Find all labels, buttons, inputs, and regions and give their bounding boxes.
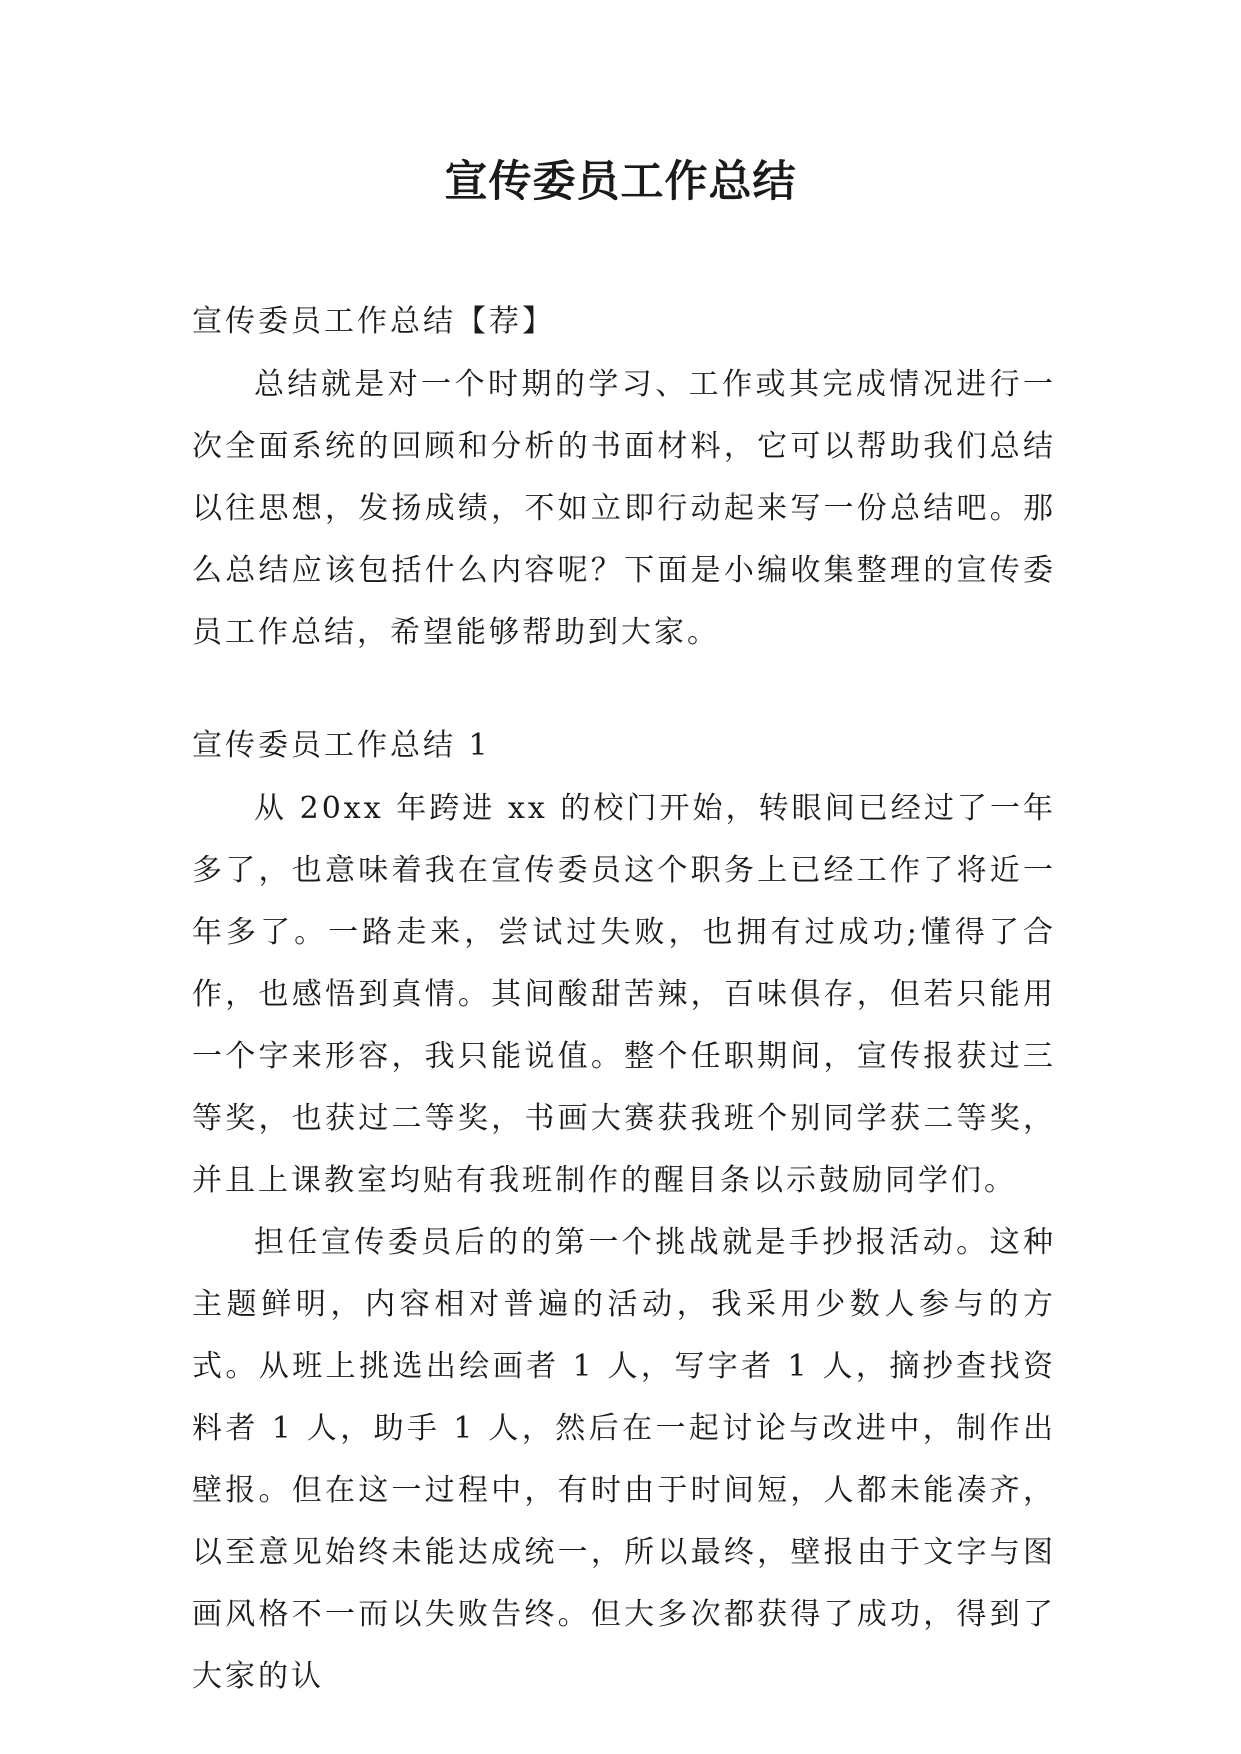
intro-heading: 宣传委员工作总结【荐】 [192,304,555,339]
section1-heading: 宣传委员工作总结 1 [192,728,491,763]
document-body [192,290,1056,1708]
document-title: 宣传委员工作总结 [444,157,797,207]
section-spacer [192,664,1056,714]
section1-paragraph-1: 从 20xx 年跨进 xx 的校门开始，转眼间已经过了一年多了，也意味着我在宣传委员这个职务上已经工作了将近一年多了。一路走来，尝试过失败，也拥有过成功;懂得了合作，也感悟到真情。其间酸甜苦辣，百味俱存，但若只能用一个字来形容，我只能说值。整个任职期间，宣传报获过三等奖，也获过二等奖，书画大赛获我班个别同学获二等奖，并且上课教室均贴有我班制作的醒目条以示鼓励同学们。 [192,791,1056,1198]
intro-paragraph: 总结就是对一个时期的学习、工作或其完成情况进行一次全面系统的回顾和分析的书面材料，它可以帮助我们总结以往思想，发扬成绩，不如立即行动起来写一份总结吧。那么总结应该包括什么内容呢？下面是小编收集整理的宣传委员工作总结，希望能够帮助到大家。 [192,367,1056,650]
section1-paragraph-2: 担任宣传委员后的的第一个挑战就是手抄报活动。这种主题鲜明，内容相对普遍的活动，我采用少数人参与的方式。从班上挑选出绘画者 1 人，写字者 1 人，摘抄查找资料者 1 人，助手 1 人，然后在一起讨论与改进中，制作出壁报。但在这一过程中，有时由于时间短，人都未能凑齐，以至意见始终未能达成统一，所以最终，壁报由于文字与图画风格不一而以失败告终。但大多次都获得了成功，得到了大家的认 [192,1225,1056,1694]
